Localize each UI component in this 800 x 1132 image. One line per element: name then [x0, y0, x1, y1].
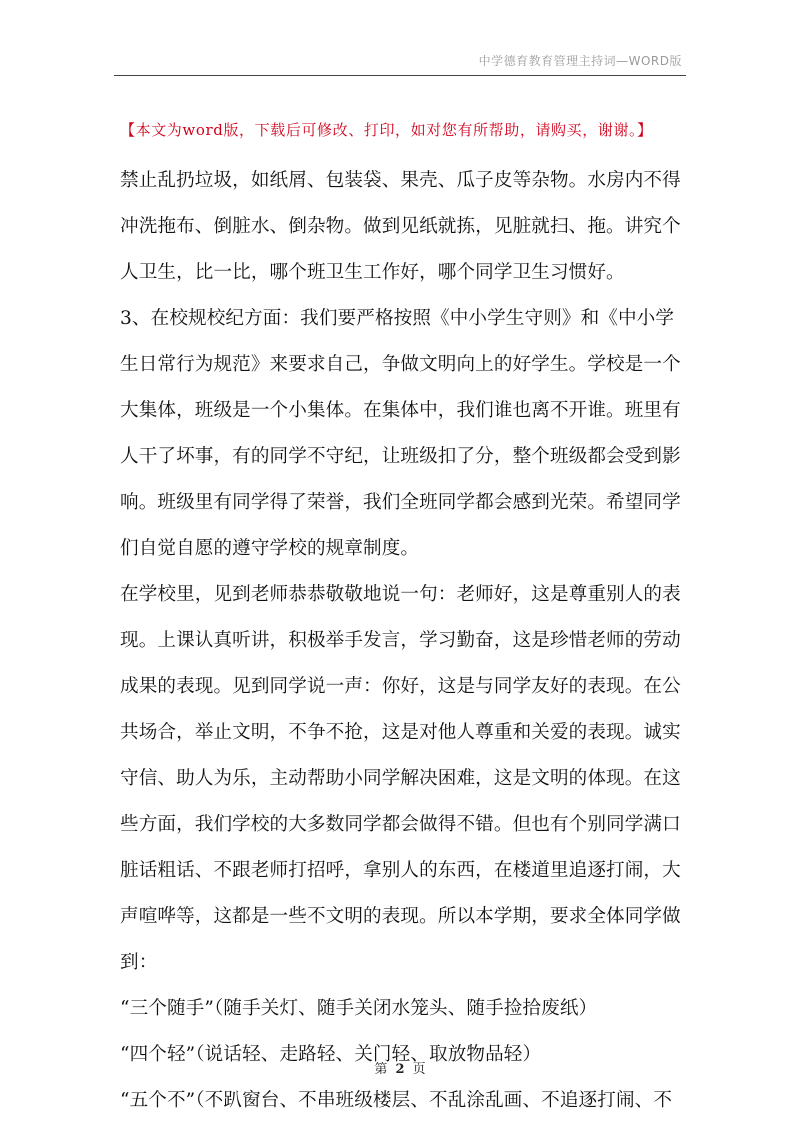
body-line: 人卫生，比一比，哪个班卫生工作好，哪个同学卫生习惯好。: [120, 262, 625, 283]
header-divider: [114, 75, 686, 76]
download-notice: 【本文为word版，下载后可修改、打印，如对您有所帮助，请购买，谢谢。】: [120, 121, 653, 139]
document-body: [120, 158, 684, 1124]
body-line: 冲洗拖布、倒脏水、倒杂物。做到见纸就拣，见脏就扫、拖。讲究个: [120, 216, 681, 237]
page-footer: [0, 1058, 800, 1077]
body-line: 现。上课认真听讲，积极举手发言，学习勤奋，这是珍惜老师的劳动: [120, 630, 681, 651]
body-line: 些方面，我们学校的大多数同学都会做得不错。但也有个别同学满口: [120, 814, 681, 835]
body-line: 大集体，班级是一个小集体。在集体中，我们谁也离不开谁。班里有: [120, 400, 681, 421]
body-line: 生日常行为规范》来要求自己，争做文明向上的好学生。学校是一个: [120, 354, 681, 375]
body-line: 3、在校规校纪方面：我们要严格按照《中小学生守则》和《中小学: [120, 308, 675, 329]
body-line: 脏话粗话、不跟老师打招呼，拿别人的东西，在楼道里追逐打闹，大: [120, 860, 681, 881]
page-prefix: 第: [374, 1062, 388, 1077]
body-line: 禁止乱扔垃圾，如纸屑、包装袋、果壳、瓜子皮等杂物。水房内不得: [120, 170, 681, 191]
body-line: 守信、助人为乐，主动帮助小同学解决困难，这是文明的体现。在这: [120, 768, 681, 789]
page-number: 2: [395, 1062, 405, 1077]
running-header: 中学德育教育管理主持词—WORD版: [478, 54, 682, 68]
body-line: 成果的表现。见到同学说一声：你好，这是与同学友好的表现。在公: [120, 676, 681, 697]
page-suffix: 页: [412, 1062, 426, 1077]
body-line: 到：: [120, 952, 158, 973]
body-line: 声喧哗等，这都是一些不文明的表现。所以本学期，要求全体同学做: [120, 906, 681, 927]
body-line: 在学校里，见到老师恭恭敬敬地说一句：老师好，这是尊重别人的表: [120, 584, 681, 605]
body-line: “五个不”（不趴窗台、不串班级楼层、不乱涂乱画、不追逐打闹、不: [120, 1090, 673, 1111]
body-line: 们自觉自愿的遵守学校的规章制度。: [120, 538, 420, 559]
body-line: 响。班级里有同学得了荣誉，我们全班同学都会感到光荣。希望同学: [120, 492, 681, 513]
body-line: 人干了坏事，有的同学不守纪，让班级扣了分，整个班级都会受到影: [120, 446, 681, 467]
body-line: 共场合，举止文明，不争不抢，这是对他人尊重和关爱的表现。诚实: [120, 722, 681, 743]
body-line: “三个随手”（随手关灯、随手关闭水笼头、随手捡拾废纸）: [120, 998, 598, 1019]
body-line: “四个轻”（说话轻、走路轻、关门轻、取放物品轻）: [120, 1044, 542, 1065]
